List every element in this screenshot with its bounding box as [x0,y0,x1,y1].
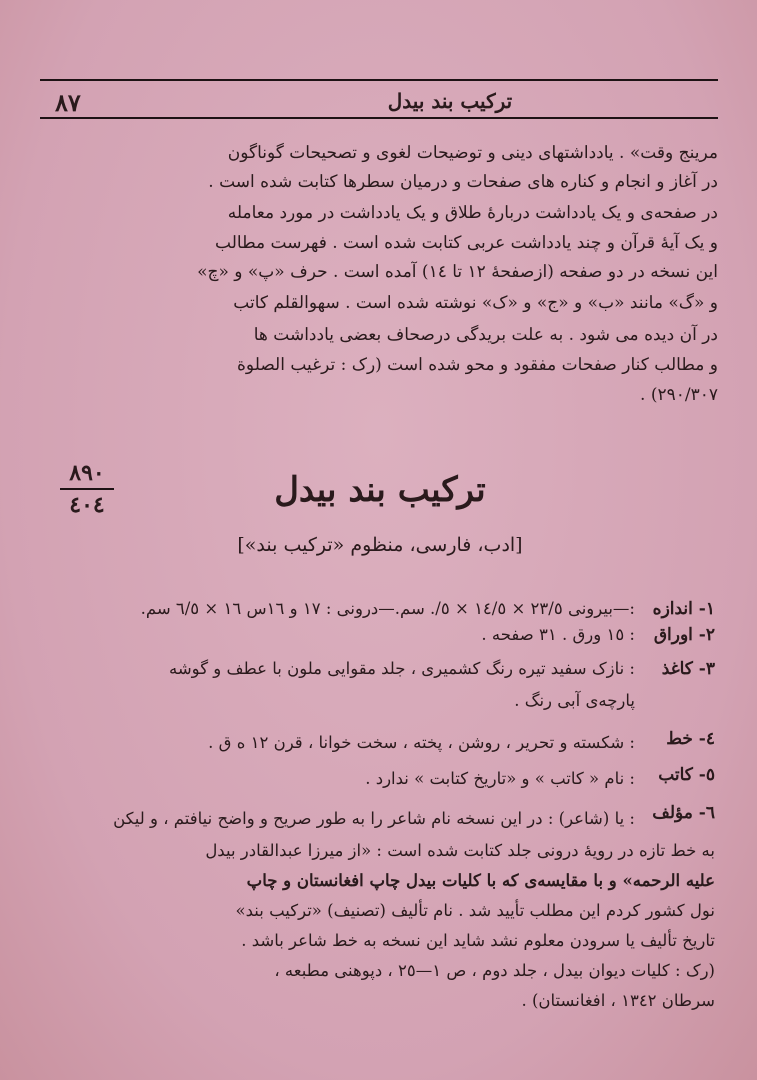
field-value-script: : شکسته و تحریر ، روشن ، پخته ، سخت خوانا ، قرن ۱۲ ه ق . [208,733,635,752]
paragraph-line: ۲۹۰/۳۰۷) . [640,385,718,405]
field-value-scribe: : نام « کاتب » و «تاریخ کتابت » ندارد . [365,769,635,788]
catalog-number [60,460,114,518]
field-value-author-cont: سرطان ۱۳٤۲ ، افغانستان) . [521,991,715,1010]
field-value-author-cont: نول کشور کردم این مطلب تأیید شد . نام تألیف (تصنیف) «ترکیب بند» [235,901,715,920]
header-rule-bottom [40,117,718,119]
paragraph-line: و «گ» مانند «ب» و «ج» و «ک» نوشته شده است . سهوالقلم کاتب [233,293,718,313]
paragraph-line: و مطالب کنار صفحات مفقود و محو شده است (رک : ترغیب الصلوة [237,355,718,375]
catalog-number-main: ۸۹۰ [60,460,114,490]
paragraph-line: مرینج وقت» . یادداشتهای دینی و توضیحات لغوی و تصحیحات گوناگون [227,143,718,163]
field-label-scribe: ٥- کاتب [658,765,715,785]
field-value-leaves: : ۱٥ ورق . ۳۱ صفحه . [481,625,635,644]
field-value-author-cont: تاریخ تألیف یا سرودن معلوم نشد شاید این نسخه به خط شاعر باشد . [241,931,715,950]
field-label-author: ٦- مؤلف [652,803,715,823]
field-value-paper-cont: پارچه‌ی آبی رنگ . [514,691,635,710]
field-value-paper: : نازک سفید تیره رنگ کشمیری ، جلد مقوایی ملون با عطف و گوشه [169,659,635,678]
field-label-paper: ۳- کاغذ [661,659,715,679]
field-value-author-cont: علیه الرحمه» و با مقایسه‌ی که با کلیات بیدل چاپ افغانستان و چاپ [246,871,715,890]
field-label-leaves: ۲- اوراق [653,625,715,645]
field-value-author: : یا (شاعر) : در این نسخه نام شاعر را به طور صریح و واضح نیافتم ، و لیکن [113,809,635,828]
entry-title: ترکیب بند بیدل [274,470,486,510]
field-label-script: ٤- خط [666,729,715,749]
field-value-author-cont: به خط تازه در رویهٔ درونی جلد کتابت شده است : «از میرزا عبدالقادر بیدل [205,841,715,860]
field-value-size: :—بیرونی ۲۳/٥ × ١٤/٥ × ٥/. سم.—درونی : ۱۷ و ۱٦س ۱٦ × ٦/٥ سم. [140,599,635,618]
paragraph-line: این نسخه در دو صفحه (ازصفحهٔ ۱۲ تا ۱٤) آمده است . حرف «پ» و «چ» [197,262,718,282]
header-rule-top [40,79,718,81]
paragraph-line: در آن دیده می شود . به علت بریدگی درصحاف بعضی یادداشت ها [253,325,718,345]
paragraph-line: در صفحه‌ی و یک یادداشت دربارهٔ طلاق و یک یادداشت در مورد معامله [227,203,718,223]
catalog-number-sub: ٤٠٤ [69,492,105,518]
page-number: ۸۷ [55,88,81,117]
entry-subtitle: [ادب، فارسی، منظوم «ترکیب بند»] [237,534,523,556]
paragraph-line: در آغاز و انجام و کناره های صفحات و درمیان سطرها کتابت شده است . [208,172,718,192]
field-value-author-cont: (رک : کلیات دیوان بیدل ، جلد دوم ، ص ۱—۲٥ ، دپوهنی مطبعه ، [274,961,715,980]
field-label-size: ۱- اندازه [652,599,715,619]
paragraph-line: و یک آیهٔ قرآن و چند یادداشت عربی کتابت شده است . فهرست مطالب [215,233,718,253]
running-head: ترکیب بند بیدل [387,89,513,113]
